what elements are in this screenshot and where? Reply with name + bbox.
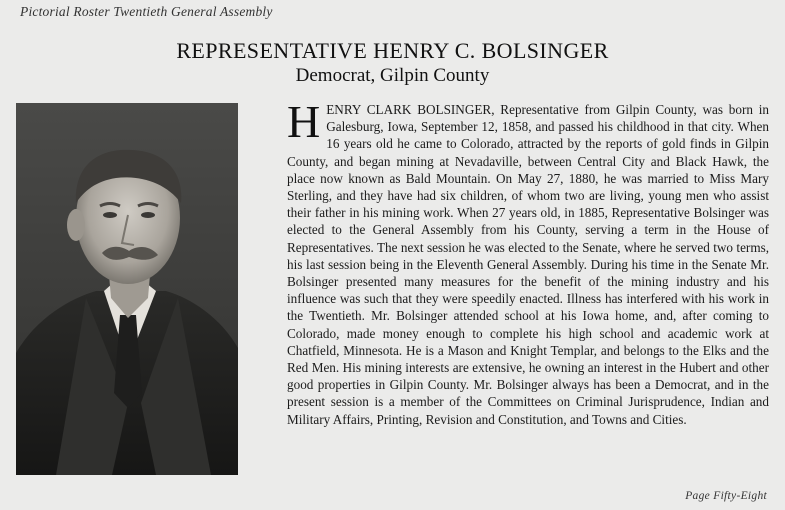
running-header: Pictorial Roster Twentieth General Assembly	[20, 4, 273, 19]
page-title: REPRESENTATIVE HENRY C. BOLSINGER	[176, 38, 609, 63]
page-number: Page Fifty-Eight	[685, 490, 767, 502]
biography-body: ENRY CLARK BOLSINGER, Representative from Gilpin County, was born in Galesburg, Iowa, September 12, 1858, and passed his childhood in that city. When 16 years old he came to Colorado, attracted by the reports of gold finds in Gilpin County, and began mining at Nevadaville, between Central City and Black Hawk, the place now known as Bald Mountain. On May 27, 1880, he was married to Miss Mary Sterling, and they have had six children, of whom two are living, young men who assist their father in his mining work. When 27 years old, in 1885, Representative Bolsinger was elected to the General Assembly from his County, serving a term in the House of Representatives. The next session he was elected to the Senate, where he served two terms, his last session being in the Eleventh General Assembly. During his time in the Senate Mr. Bolsinger presented many measures for the benefit of the mining industry and his influence was such that they were speedily enacted. Illness has interfered with his work in the Twentieth. Mr. Bolsinger attended school at his Iowa home, and, after coming to Colorado, made money enough to complete his high school and academic work at Chatfield, Minnesota. He is a Mason and Knight Templar, and belongs to the Elks and the Red Men. His mining interests are extensive, he owning an interest in the Hubert and other good properties in Gilpin County. Mr. Bolsinger always has been a Democrat, and in the present session is a member of the Committees on Criminal Jurisprudence, Indian and Military Affairs, Printing, Revision and Constitution, and Towns and Cities.	[287, 102, 769, 427]
drop-cap: H	[287, 96, 321, 147]
page-subtitle: Democrat, Gilpin County	[295, 65, 490, 86]
biography-text	[287, 96, 769, 428]
portrait-photo	[16, 103, 238, 475]
